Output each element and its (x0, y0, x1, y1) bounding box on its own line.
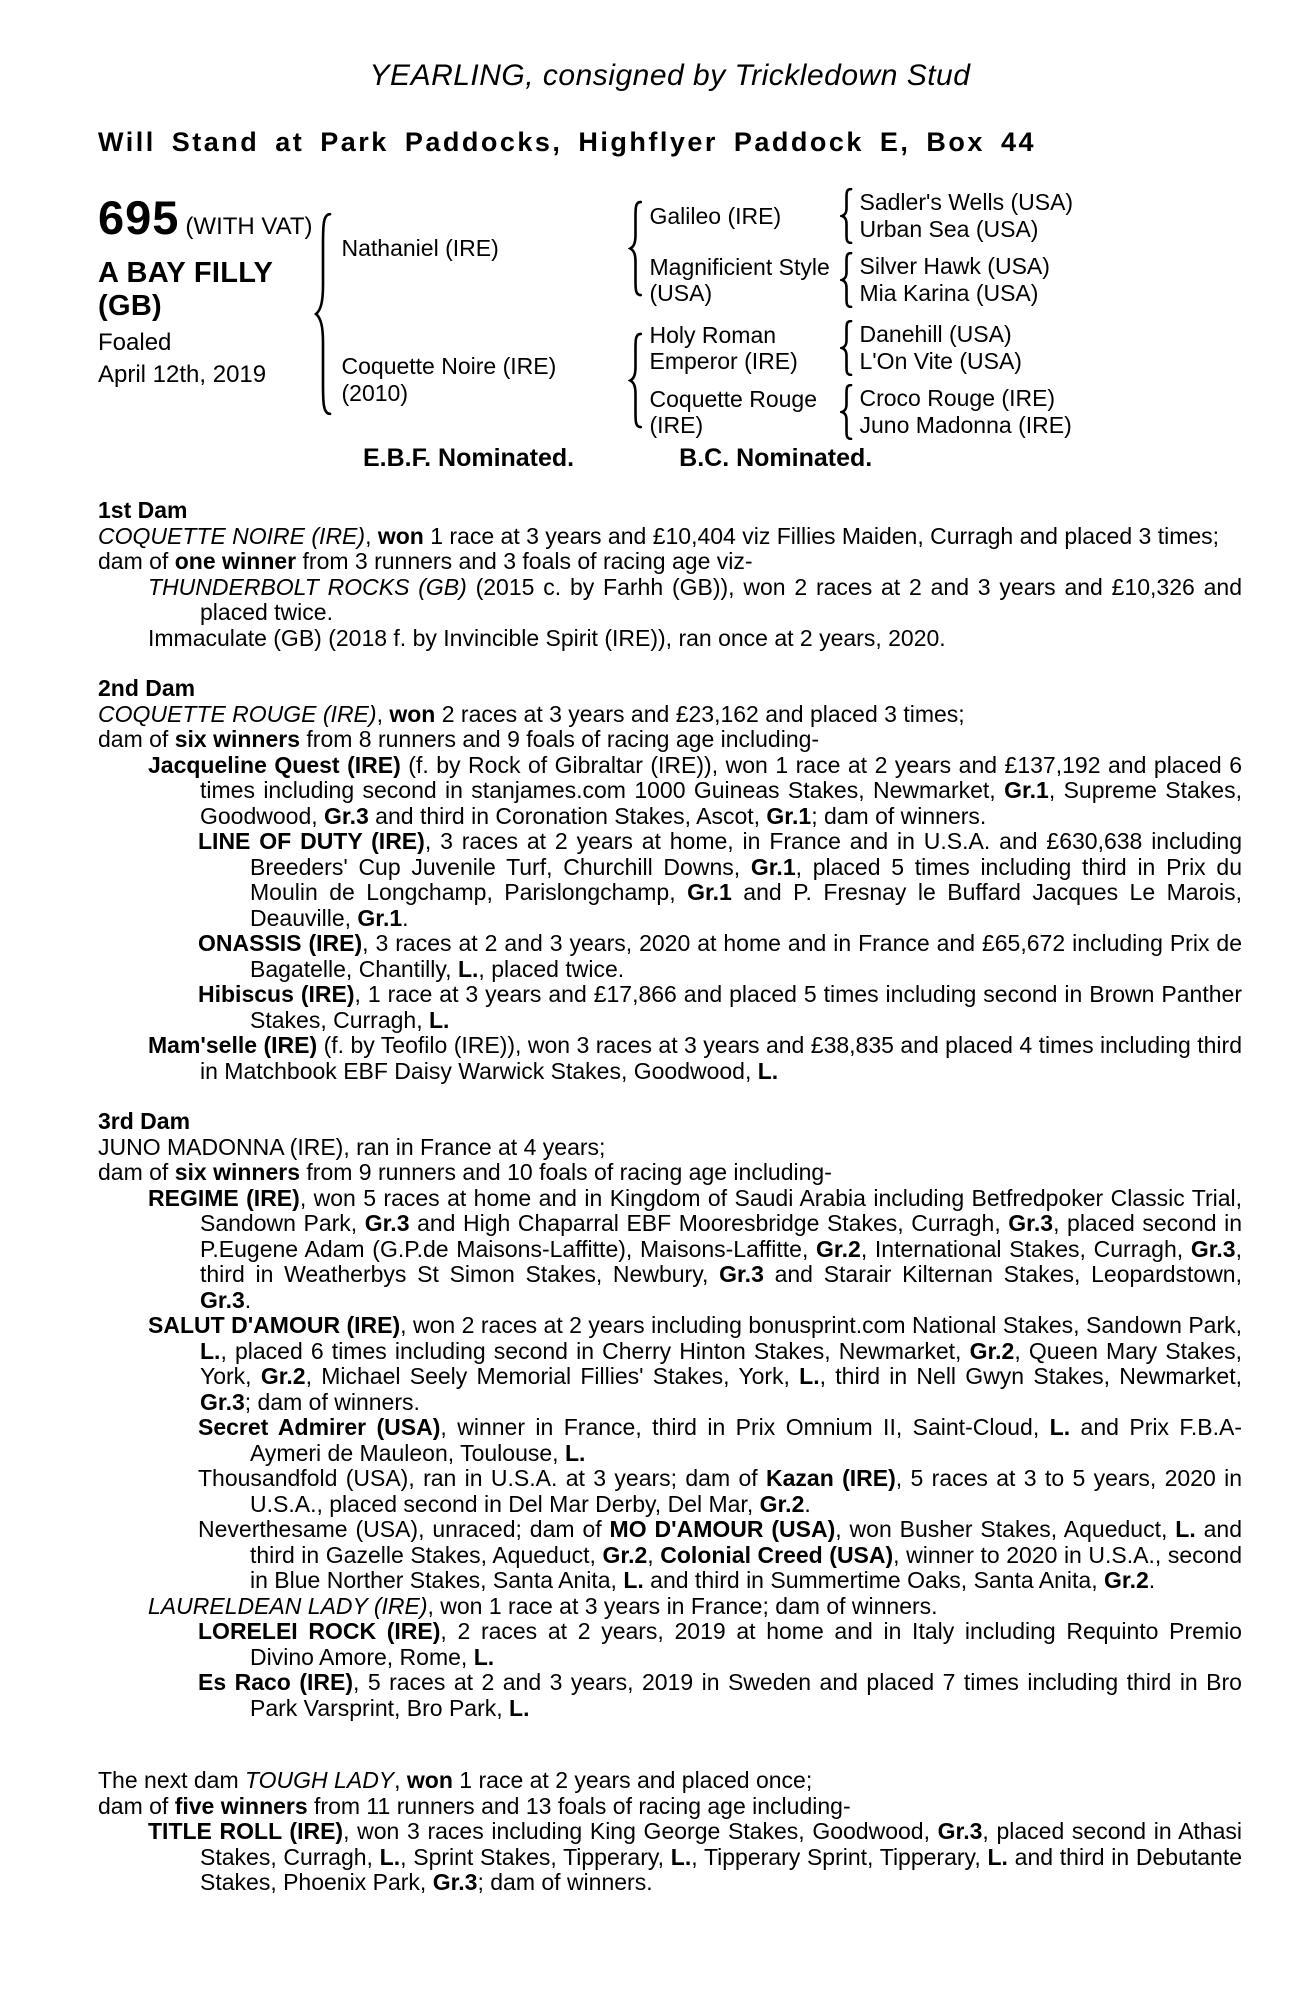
great-grandparents (860, 321, 1146, 375)
dam-group (342, 320, 1146, 440)
catalog-paragraph: LINE OF DUTY (IRE), 3 races at 2 years at home, in France and in U.S.A. and £630,638 including Breeders' Cup Juvenile Turf, Churchill Downs, Gr.1, placed 5 times including third in Prix du Moulin de Longchamp, Parislongchamp, Gr.1 and P. Fresnay le Buffard Jacques Le Marois, Deauville, Gr.1. (198, 828, 1242, 931)
great-grandsire-name: Sadler's Wells (USA) (859, 189, 1074, 215)
lot-header (98, 188, 1242, 440)
sire-name: Nathaniel (IRE) (341, 234, 499, 261)
dam-section (98, 676, 1242, 1084)
great-grandparents (860, 253, 1146, 307)
catalog-paragraph: REGIME (IRE), won 5 races at home and in Kingdom of Saudi Arabia including Betfredpoker Classic Trial, Sandown Park, Gr.3 and High Chaparral EBF Mooresbridge Stakes, Curragh, Gr.3, placed second in P.Eugene Adam (G.P.de Maisons-Laffitte), Maisons-Laffitte, Gr.2, International Stakes, Curragh, Gr.3, third in Weatherbys St Simon Stakes, Newbury, Gr.3 and Starair Kilternan Stakes, Leopardstown, Gr.3. (148, 1184, 1243, 1313)
great-grandsire-name: Silver Hawk (USA) (859, 253, 1050, 279)
catalog-paragraph: LORELEI ROCK (IRE), 2 races at 2 years, 2019 at home and in Italy including Requinto Premio Divino Amore, Rome, L. (198, 1618, 1242, 1670)
catalog-paragraph: COQUETTE NOIRE (IRE), won 1 race at 3 years and £10,404 viz Fillies Maiden, Curragh and placed 3 times; (98, 522, 1220, 549)
pedigree-chart (313, 188, 1146, 440)
great-granddam-name: L'On Vite (USA) (859, 348, 1022, 374)
pedigree-brace-small (840, 188, 853, 244)
section-heading: 3rd Dam (98, 1108, 191, 1134)
bc-nominated: B.C. Nominated. (679, 444, 873, 472)
catalog-paragraph: dam of one winner from 3 runners and 3 foals of racing age viz- (98, 548, 753, 574)
catalog-paragraph: COQUETTE ROUGE (IRE), won 2 races at 3 years and £23,162 and placed 3 times; (98, 700, 965, 727)
pedigree-brace-medium (628, 200, 643, 297)
catalog-paragraph: Hibiscus (IRE), 1 race at 3 years and £17,866 and placed 5 times including second in Brown Panther Stakes, Curragh, L. (198, 981, 1242, 1033)
grandsire-unit (650, 188, 1146, 244)
granddam-name: Coquette Rouge (IRE) (649, 386, 818, 438)
dam-section (98, 1109, 1242, 1721)
sire-grandparents (650, 188, 1146, 308)
catalog-paragraph: Mam'selle (IRE) (f. by Teofilo (IRE)), won 3 races at 3 years and £38,835 and placed 4 times including third in Matchbook EBF Daisy Warwick Stakes, Goodwood, L. (148, 1032, 1242, 1084)
catalog-paragraph: Jacqueline Quest (IRE) (f. by Rock of Gibraltar (IRE)), won 1 race at 2 years and £137,192 and placed 6 times including second in stanjames.com 1000 Guineas Stakes, Newmarket, Gr.1, Supreme Stakes, Goodwood, Gr.3 and third in Coronation Stakes, Ascot, Gr.1; dam of winners. (148, 751, 1242, 829)
dam-name-cell (342, 353, 624, 407)
catalog-paragraph: ONASSIS (IRE), 3 races at 2 and 3 years, 2020 at home and in France and £65,672 including Prix de Bagatelle, Chantilly, L., placed twice. (198, 930, 1242, 982)
dam-name: Coquette Noire (IRE) (341, 353, 557, 379)
sire-group (342, 188, 1146, 308)
catalog-paragraph: LAURELDEAN LADY (IRE), won 1 race at 3 years in France; dam of winners. (148, 1592, 938, 1619)
catalog-paragraph: Secret Admirer (USA), winner in France, third in Prix Omnium II, Saint-Cloud, L. and Prix F.B.A-Aymeri de Mauleon, Toulouse, L. (198, 1414, 1243, 1466)
vat-note: (WITH VAT) (185, 213, 313, 240)
catalog-paragraph: dam of six winners from 9 runners and 10 foals of racing age including- (98, 1159, 832, 1185)
catalog-paragraph: JUNO MADONNA (IRE), ran in France at 4 years; (98, 1133, 606, 1160)
pedigree-brace-small (840, 252, 853, 308)
dam-section (98, 1768, 1242, 1896)
lot-number: 695 (98, 191, 180, 244)
catalog-paragraph: dam of six winners from 8 runners and 9 foals of racing age including- (98, 726, 820, 752)
horse-description: A BAY FILLY (GB) (98, 257, 273, 322)
grandsire-name: Holy Roman Emperor (IRE) (649, 322, 798, 374)
grandsire-name: Galileo (IRE) (649, 203, 782, 229)
granddam-unit (650, 384, 1146, 440)
foaled-label: Foaled (98, 329, 172, 356)
catalog-paragraph: SALUT D'AMOUR (IRE), won 2 races at 2 years including bonusprint.com National Stakes, Sandown Park, L., placed 6 times including second in Cherry Hinton Stakes, Newmarket, Gr.2, Queen Mary Stakes, York, Gr.2, Michael Seely Memorial Fillies' Stakes, York, L., third in Nell Gwyn Stakes, Newmarket, Gr.3; dam of winners. (148, 1312, 1243, 1415)
great-grandparents (860, 189, 1146, 243)
pedigree-brace-medium (628, 332, 643, 429)
catalog-paragraph: TITLE ROLL (IRE), won 3 races including King George Stakes, Goodwood, Gr.3, placed second in Athasi Stakes, Curragh, L., Sprint Stakes, Tipperary, L., Tipperary Sprint, Tipperary, L. and third in Debutante Stakes, Phoenix Park, Gr.3; dam of winners. (148, 1818, 1243, 1895)
section-heading: 1st Dam (98, 497, 188, 523)
dam-section (98, 498, 1242, 651)
section-heading: 2nd Dam (98, 675, 196, 701)
catalog-body (98, 498, 1242, 1896)
catalog-paragraph: dam of five winners from 11 runners and 13 foals of racing age including- (98, 1792, 851, 1819)
pedigree-brace-large (313, 210, 333, 418)
stand-location: Will Stand at Park Paddocks, Highflyer Paddock E, Box 44 (98, 127, 1036, 157)
dam-year: (2010) (341, 380, 408, 406)
lot-info (98, 188, 313, 389)
great-granddam-name: Juno Madonna (IRE) (859, 412, 1072, 438)
consignment-title: YEARLING, consigned by Trickledown Stud (369, 59, 971, 92)
ebf-nominated: E.B.F. Nominated. (363, 444, 575, 472)
great-granddam-name: Urban Sea (USA) (859, 216, 1039, 242)
great-grandparents (860, 385, 1146, 439)
great-grandsire-name: Croco Rouge (IRE) (859, 385, 1056, 411)
pedigree-generations (342, 188, 1146, 440)
catalog-paragraph: THUNDERBOLT ROCKS (GB) (2015 c. by Farhh (GB)), won 2 races at 2 and 3 years and £10,326 and placed twice. (148, 573, 1242, 625)
granddam-name: Magnificient Style (USA) (649, 254, 830, 306)
great-grandsire-name: Danehill (USA) (859, 321, 1012, 347)
catalog-paragraph: Neverthesame (USA), unraced; dam of MO D'AMOUR (USA), won Busher Stakes, Aqueduct, L. and third in Gazelle Stakes, Aqueduct, Gr.2, Colonial Creed (USA), winner to 2020 in U.S.A., second in Blue Norther Stakes, Santa Anita, L. and third in Summertime Oaks, Santa Anita, Gr.2. (198, 1516, 1243, 1593)
lot-number-line (98, 190, 313, 245)
grandsire-unit (650, 320, 1146, 376)
nominations-row (98, 444, 1242, 473)
granddam-unit (650, 252, 1146, 308)
catalog-paragraph: Immaculate (GB) (2018 f. by Invincible Spirit (IRE)), ran once at 2 years, 2020. (148, 624, 946, 651)
foaled-date: April 12th, 2019 (98, 361, 267, 388)
catalog-paragraph: Thousandfold (USA), ran in U.S.A. at 3 years; dam of Kazan (IRE), 5 races at 3 to 5 years, 2020 in U.S.A., placed second in Del Mar Derby, Del Mar, Gr.2. (198, 1465, 1242, 1517)
catalog-paragraph: Es Raco (IRE), 5 races at 2 and 3 years, 2019 in Sweden and placed 7 times including third in Bro Park Varsprint, Bro Park, L. (198, 1669, 1242, 1721)
dam-grandparents (650, 320, 1146, 440)
pedigree-brace-small (840, 320, 853, 376)
pedigree-brace-small (840, 384, 853, 440)
catalog-paragraph: The next dam TOUGH LADY, won 1 race at 2 years and placed once; (98, 1767, 813, 1793)
great-granddam-name: Mia Karina (USA) (859, 280, 1039, 306)
